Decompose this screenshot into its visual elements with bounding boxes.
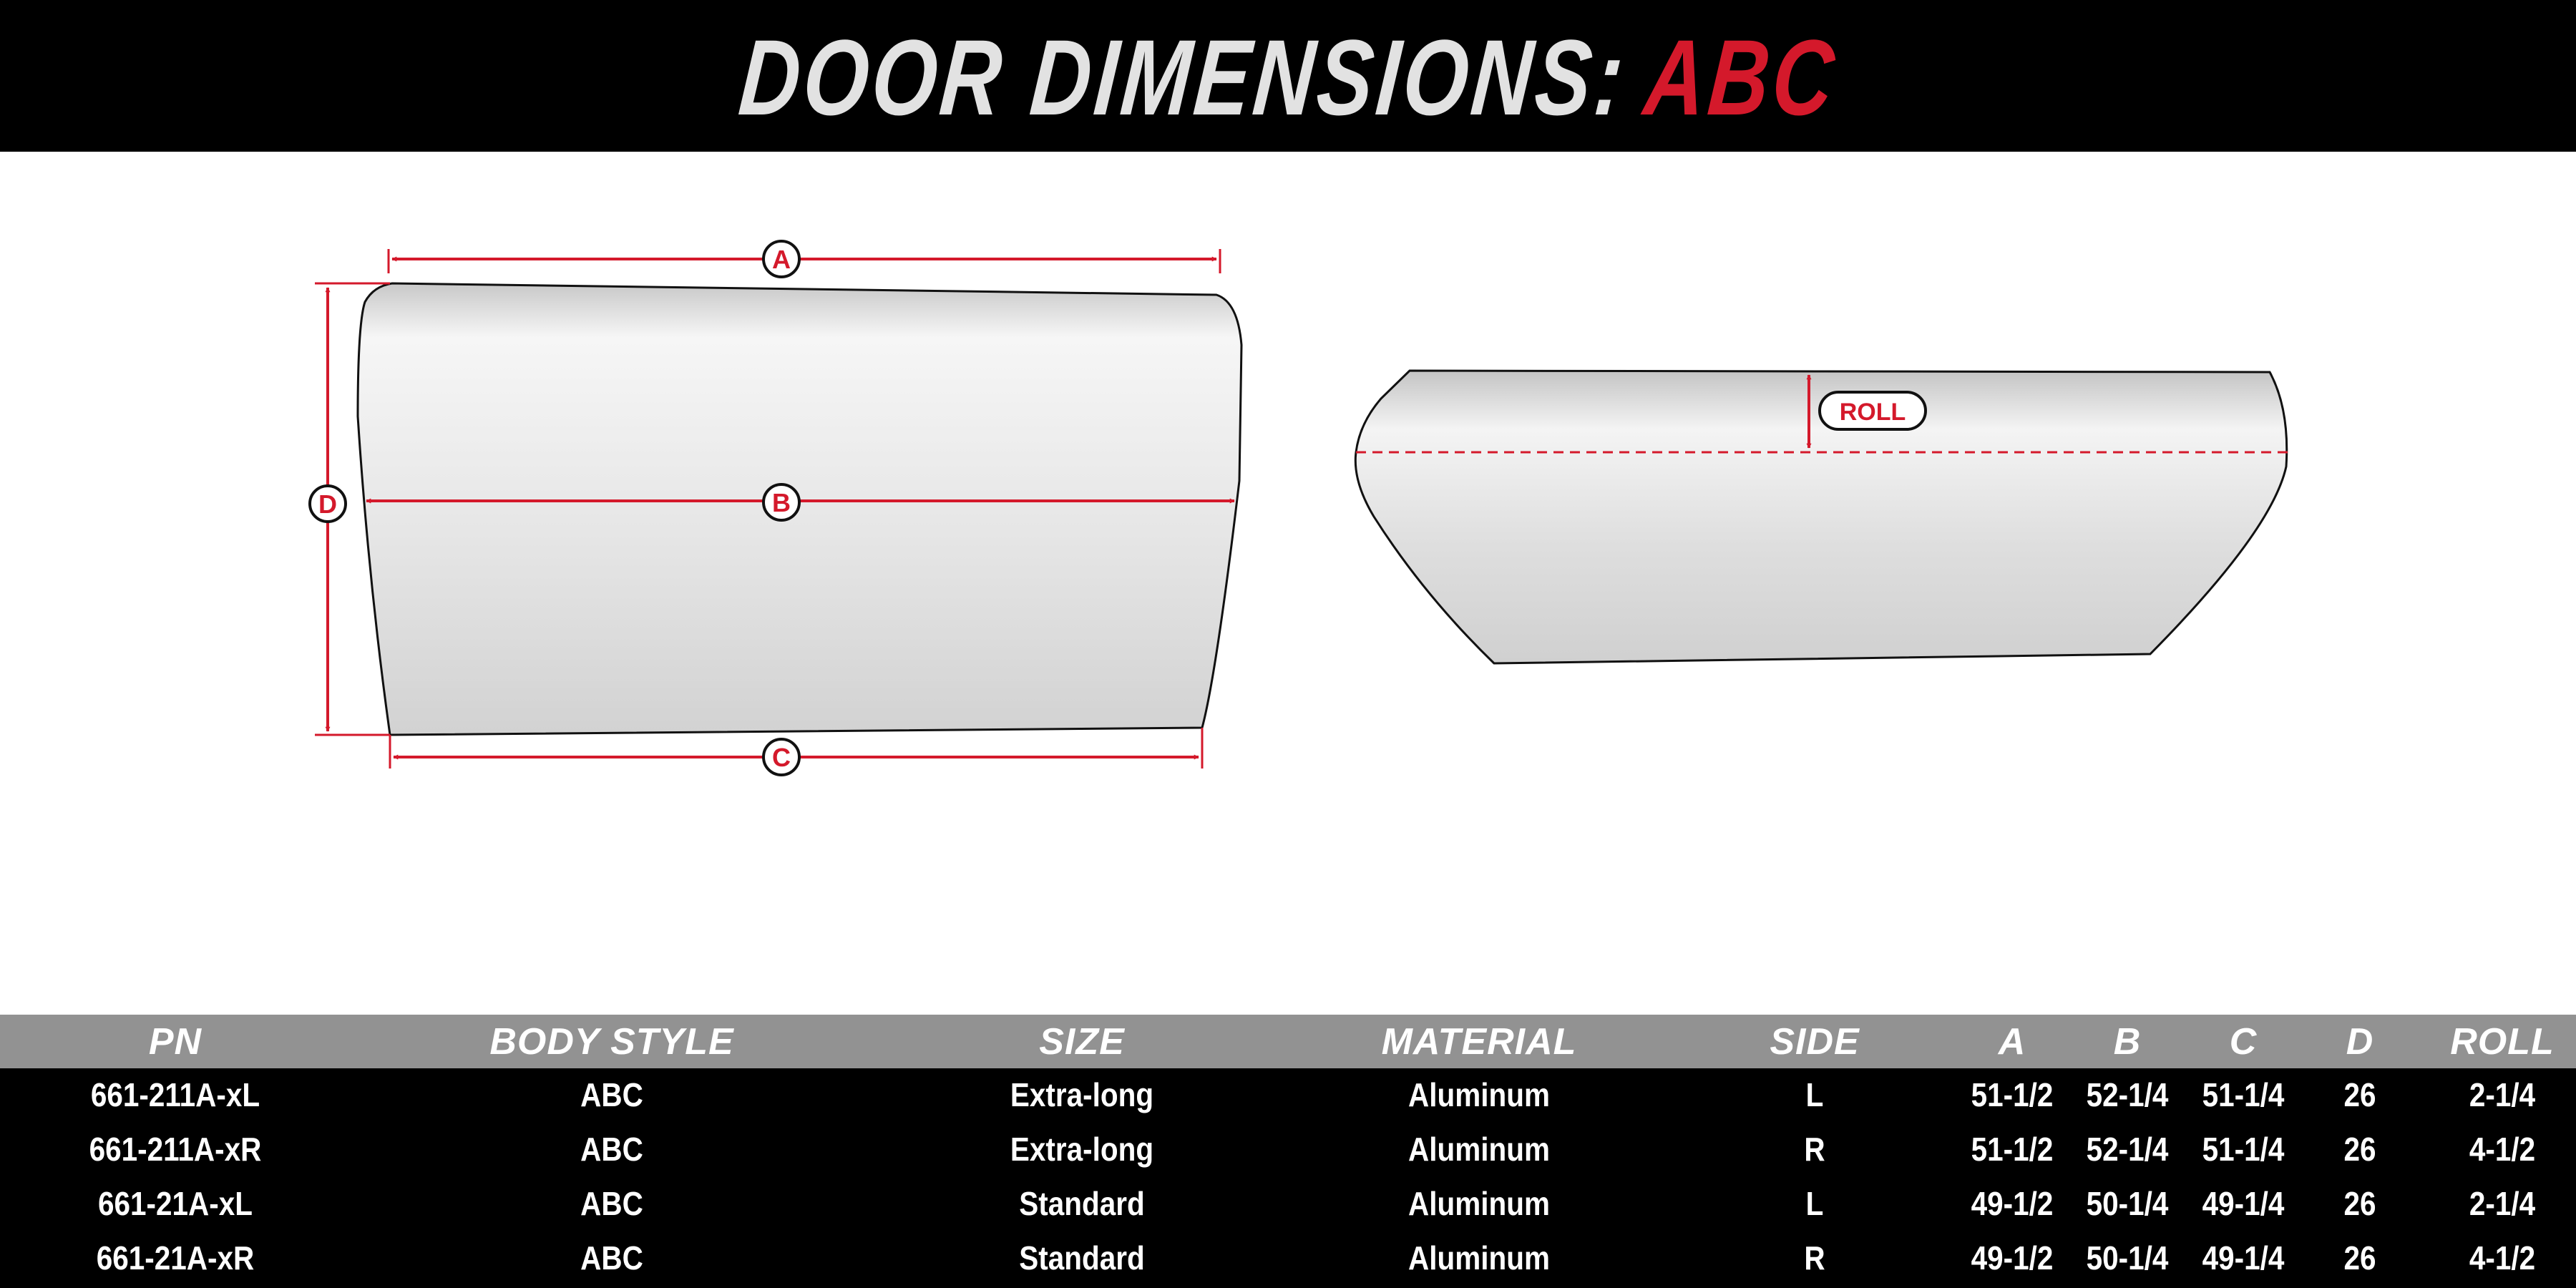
table-row bbox=[0, 1123, 2576, 1177]
page-title bbox=[735, 16, 1842, 140]
col-header-b: B bbox=[2113, 1021, 2142, 1063]
cell-roll: 2-1/4 bbox=[2469, 1185, 2536, 1222]
col-header-body-style: BODY STYLE bbox=[489, 1021, 734, 1063]
cell-body-style: ABC bbox=[580, 1239, 643, 1277]
cell-b: 50-1/4 bbox=[2086, 1239, 2169, 1277]
cell-a: 51-1/2 bbox=[1971, 1131, 2054, 1168]
cell-roll: 4-1/2 bbox=[2469, 1131, 2536, 1168]
col-header-d: D bbox=[2346, 1021, 2374, 1063]
cell-size: Standard bbox=[1019, 1185, 1145, 1222]
cell-side: L bbox=[1805, 1076, 1824, 1113]
cell-material: Aluminum bbox=[1408, 1185, 1550, 1222]
cell-a: 49-1/2 bbox=[1971, 1239, 2054, 1277]
cell-b: 52-1/4 bbox=[2086, 1131, 2169, 1168]
cell-pn: 661-21A-xR bbox=[96, 1239, 255, 1277]
col-header-size: SIZE bbox=[1039, 1021, 1125, 1063]
table-header bbox=[0, 1015, 2576, 1068]
cell-roll: 4-1/2 bbox=[2469, 1239, 2536, 1277]
cell-side: R bbox=[1804, 1131, 1825, 1168]
col-header-c: C bbox=[2229, 1021, 2258, 1063]
cell-size: Standard bbox=[1019, 1239, 1145, 1277]
cell-c: 49-1/4 bbox=[2202, 1185, 2285, 1222]
label-d: D bbox=[318, 489, 337, 519]
table-row bbox=[0, 1068, 2576, 1123]
cell-b: 52-1/4 bbox=[2086, 1076, 2169, 1113]
label-c: C bbox=[772, 743, 791, 772]
dimensions-table bbox=[0, 1015, 2576, 1288]
col-header-side: SIDE bbox=[1770, 1021, 1860, 1063]
cell-d: 26 bbox=[2343, 1239, 2376, 1277]
cell-side: L bbox=[1805, 1185, 1824, 1222]
cell-c: 51-1/4 bbox=[2202, 1076, 2285, 1113]
cell-a: 51-1/2 bbox=[1971, 1076, 2054, 1113]
cell-c: 51-1/4 bbox=[2202, 1131, 2285, 1168]
cell-body-style: ABC bbox=[580, 1076, 643, 1113]
page-title-main: DOOR DIMENSIONS: bbox=[734, 16, 1631, 137]
col-header-roll: ROLL bbox=[2450, 1021, 2555, 1063]
page-title-body-style: ABC bbox=[1639, 16, 1842, 137]
cell-size: Extra-long bbox=[1010, 1076, 1154, 1113]
cell-material: Aluminum bbox=[1408, 1076, 1550, 1113]
cell-roll: 2-1/4 bbox=[2469, 1076, 2536, 1113]
door-side-panel bbox=[358, 283, 1241, 735]
cell-pn: 661-21A-xL bbox=[98, 1185, 253, 1222]
cell-d: 26 bbox=[2343, 1076, 2376, 1113]
cell-d: 26 bbox=[2343, 1131, 2376, 1168]
table-row bbox=[0, 1231, 2576, 1286]
table-row bbox=[0, 1177, 2576, 1231]
cell-material: Aluminum bbox=[1408, 1131, 1550, 1168]
cell-body-style: ABC bbox=[580, 1185, 643, 1222]
col-header-a: A bbox=[1998, 1021, 2026, 1063]
header-bar bbox=[0, 0, 2576, 152]
label-roll: ROLL bbox=[1839, 399, 1906, 426]
door-dimension-diagram bbox=[0, 152, 2576, 1015]
col-header-pn: PN bbox=[148, 1021, 203, 1063]
cell-pn: 661-211A-xL bbox=[90, 1076, 260, 1113]
cell-body-style: ABC bbox=[580, 1131, 643, 1168]
cell-side: R bbox=[1804, 1239, 1825, 1277]
dimension-a bbox=[389, 241, 1220, 277]
cell-a: 49-1/2 bbox=[1971, 1185, 2054, 1222]
cell-c: 49-1/4 bbox=[2202, 1239, 2285, 1277]
cell-material: Aluminum bbox=[1408, 1239, 1550, 1277]
col-header-material: MATERIAL bbox=[1381, 1021, 1577, 1063]
cell-b: 50-1/4 bbox=[2086, 1185, 2169, 1222]
cell-size: Extra-long bbox=[1010, 1131, 1154, 1168]
table-body bbox=[0, 1068, 2576, 1288]
label-a: A bbox=[772, 245, 791, 274]
cell-pn: 661-211A-xR bbox=[89, 1131, 262, 1168]
label-b: B bbox=[772, 488, 791, 517]
cell-d: 26 bbox=[2343, 1185, 2376, 1222]
